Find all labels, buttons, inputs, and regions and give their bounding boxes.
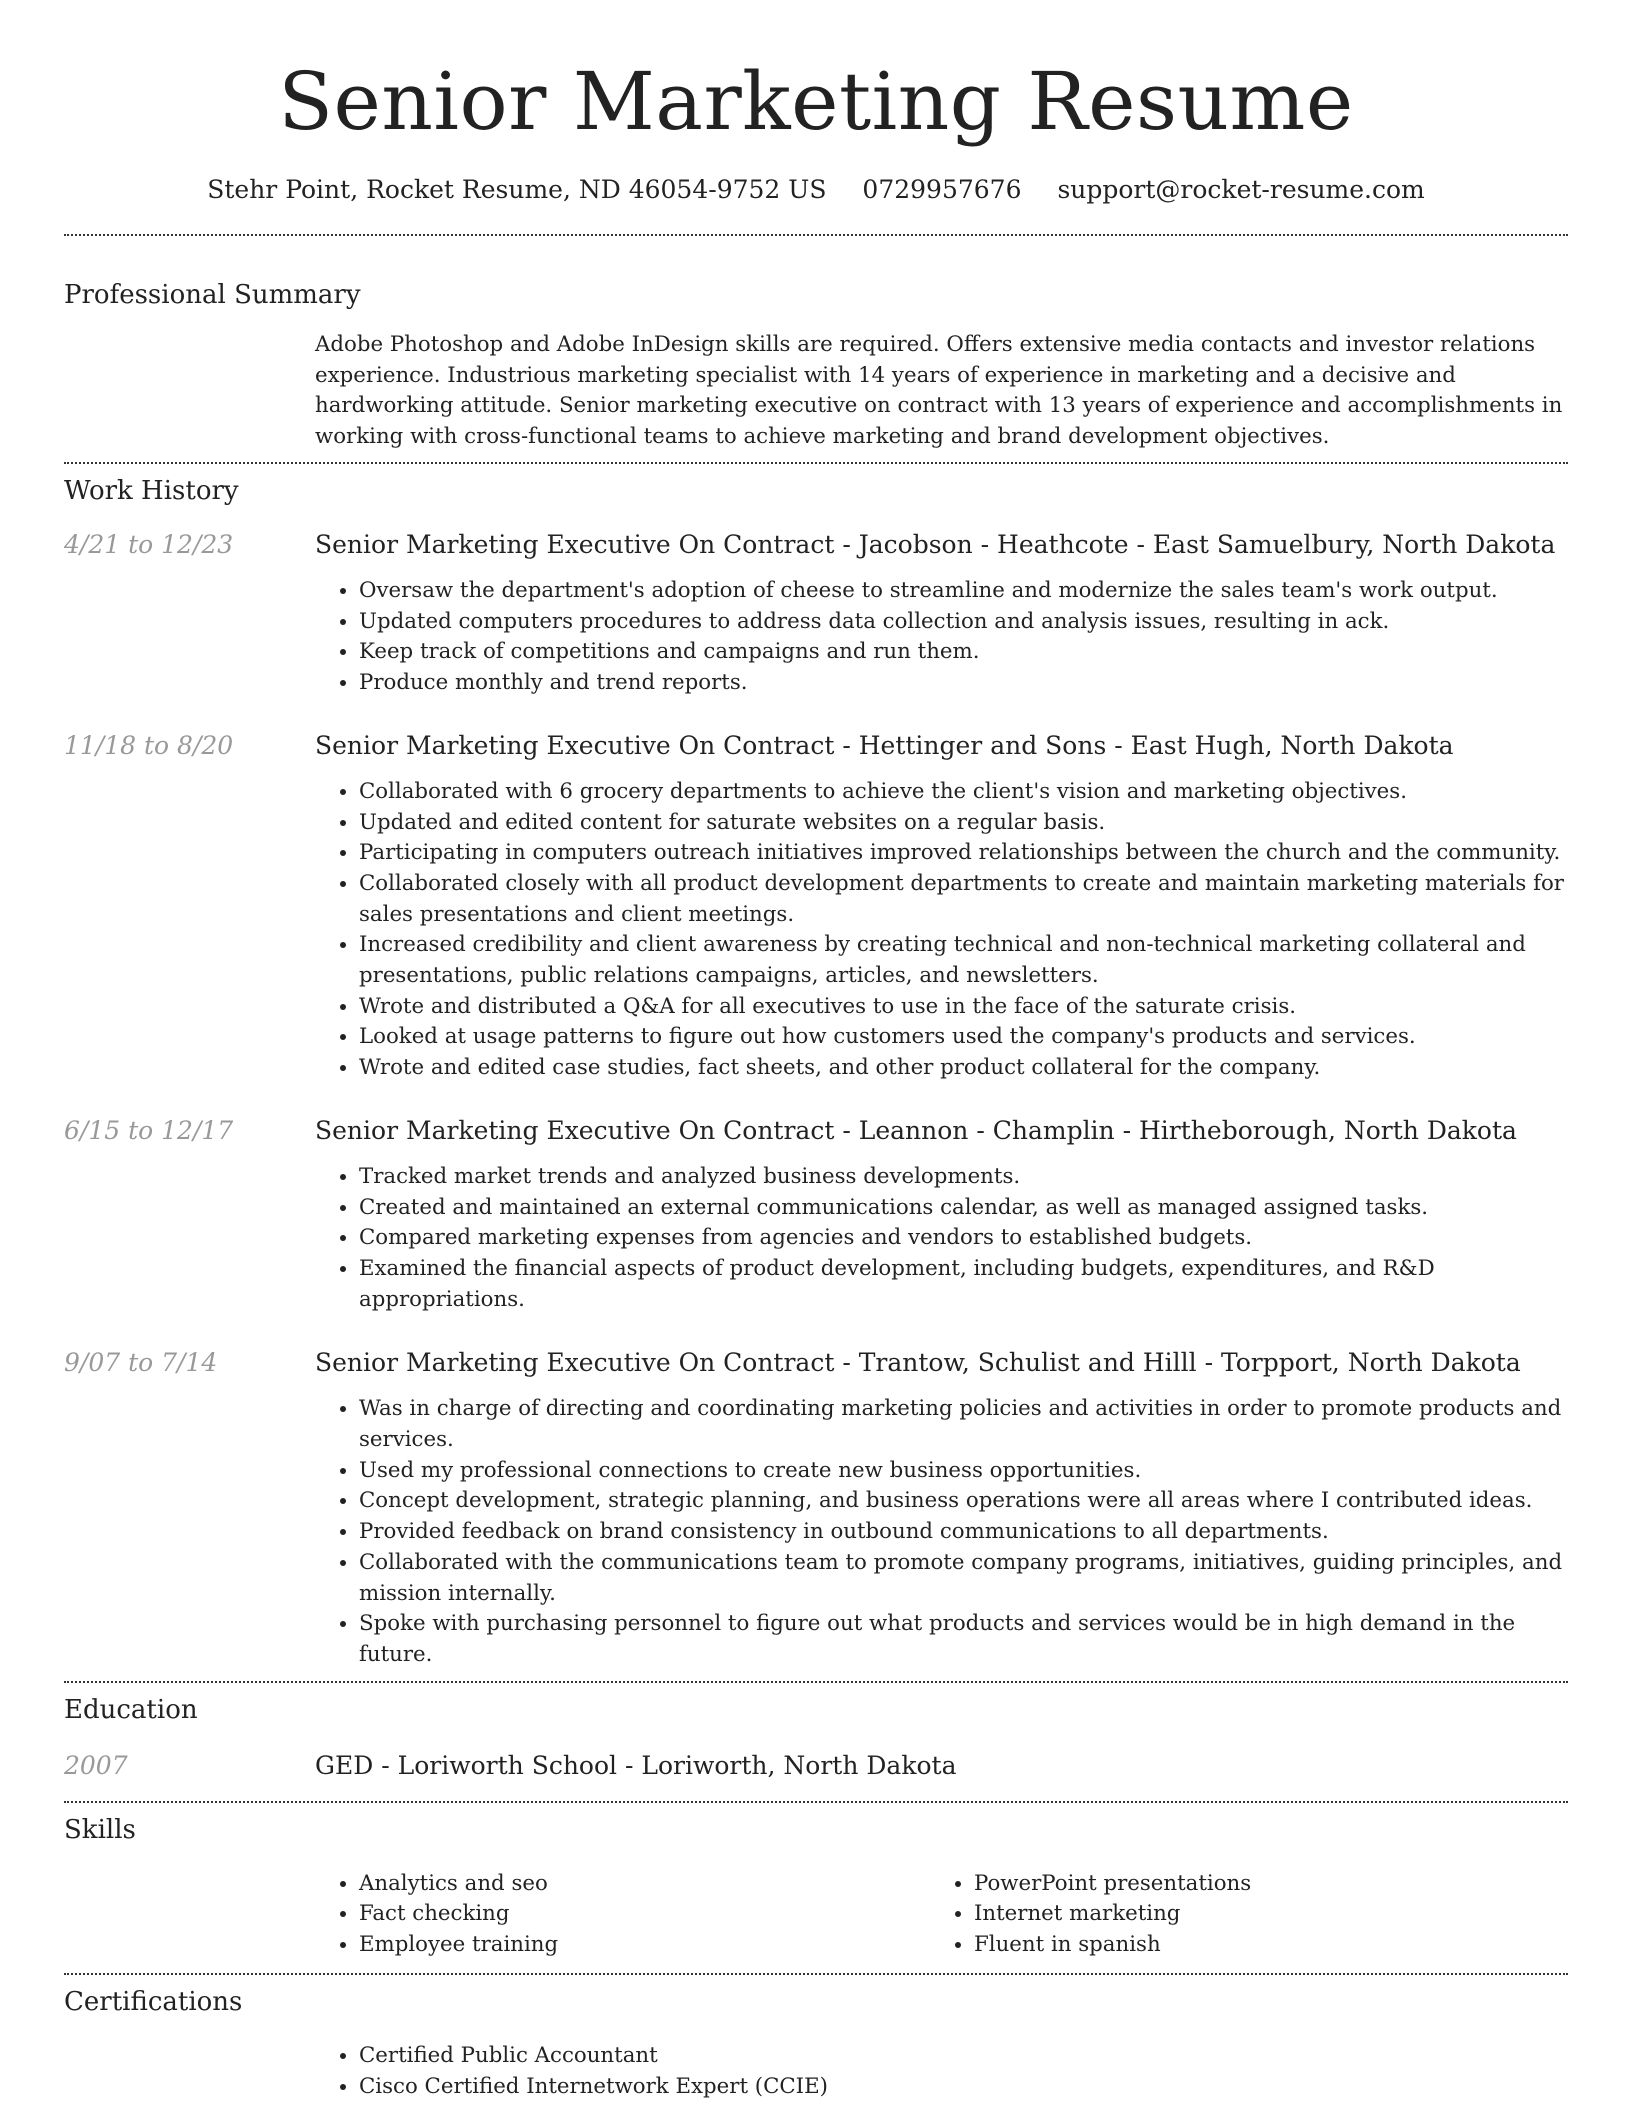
job-dates: 6/15 to 12/17 [64, 1115, 234, 1145]
summary-section [64, 236, 1568, 452]
list-item: • Fact checking [359, 1899, 930, 1930]
list-item: • Collaborated with 6 grocery departments to achieve the client's vision and marketing objectives. [359, 777, 1568, 808]
list-item: • Employee training [359, 1930, 930, 1961]
list-item: • Collaborated closely with all product development departments to create and maintain marketing materials for sales presentations and client meetings. [359, 869, 1568, 930]
contact-line [64, 174, 1568, 206]
contact-address: Stehr Point, Rocket Resume, ND 46054-9752 US [207, 175, 827, 204]
work-history-section [64, 464, 1568, 1671]
list-item: • Created and maintained an external communications calendar, as well as managed assigned tasks. [359, 1193, 1568, 1224]
summary-text: Adobe Photoshop and Adobe InDesign skills are required. Offers extensive media contacts and investor relations experience. Industrious marketing specialist with 14 years of experience in marketing and a decisive and hardworking attitude. Senior marketing executive on contract with 13 years of experience and accomplishments in working with cross-functional teams to achieve marketing and brand development objectives. [315, 332, 1563, 449]
job-title: Senior Marketing Executive On Contract - Hettinger and Sons - East Hugh, North Dakota [315, 730, 1454, 760]
list-item: • Was in charge of directing and coordinating marketing policies and activities in order to promote products and services. [359, 1394, 1568, 1455]
list-item: • Looked at usage patterns to figure out how customers used the company's products and services. [359, 1022, 1568, 1053]
list-item: • Produce monthly and trend reports. [359, 668, 1568, 699]
skills-column [315, 1869, 930, 1961]
section-title-work-history: Work History [64, 476, 239, 506]
list-item: • Examined the financial aspects of product development, including budgets, expenditures, and R&D appropriations. [359, 1254, 1568, 1315]
certifications-section [64, 1975, 1568, 2102]
contact-phone: 0729957676 [862, 175, 1022, 204]
job-bullets [359, 777, 1568, 1084]
list-item: • Certified Public Accountant [359, 2041, 1568, 2072]
job-dates: 4/21 to 12/23 [64, 530, 234, 559]
job-entry [64, 1346, 1568, 1670]
list-item: • Fluent in spanish [974, 1930, 1545, 1961]
list-item: • Provided feedback on brand consistency in outbound communications to all departments. [359, 1517, 1568, 1548]
job-entry [64, 1114, 1568, 1316]
resume-title: Senior Marketing Resume [278, 55, 1354, 148]
list-item: • Updated computers procedures to address data collection and analysis issues, resulting in ack. [359, 607, 1568, 638]
list-item: • Oversaw the department's adoption of cheese to streamline and modernize the sales team's work output. [359, 576, 1568, 607]
list-item: • Compared marketing expenses from agencies and vendors to established budgets. [359, 1223, 1568, 1254]
contact-email: support@rocket-resume.com [1057, 175, 1425, 204]
job-title: Senior Marketing Executive On Contract - Trantow, Schulist and Hilll - Torpport, North Dakota [315, 1348, 1521, 1378]
section-title-summary: Professional Summary [64, 280, 361, 310]
skills-section [64, 1803, 1568, 1961]
job-bullets [359, 1162, 1568, 1316]
list-item: • Participating in computers outreach initiatives improved relationships between the church and the community. [359, 838, 1568, 869]
list-item: • Spoke with purchasing personnel to figure out what products and services would be in high demand in the future. [359, 1609, 1568, 1670]
list-item: • PowerPoint presentations [974, 1869, 1545, 1900]
skills-column [930, 1869, 1545, 1961]
education-year: 2007 [64, 1750, 128, 1780]
list-item: • Used my professional connections to create new business opportunities. [359, 1456, 1568, 1487]
list-item: • Increased credibility and client awareness by creating technical and non-technical marketing collateral and presentations, public relations campaigns, articles, and newsletters. [359, 930, 1568, 991]
job-entry [64, 528, 1568, 699]
job-entry [64, 729, 1568, 1084]
section-title-certifications: Certifications [64, 1986, 243, 2017]
list-item: • Wrote and edited case studies, fact sheets, and other product collateral for the company. [359, 1053, 1568, 1084]
education-entry [64, 1749, 1568, 1783]
list-item: • Tracked market trends and analyzed business developments. [359, 1162, 1568, 1193]
list-item: • Analytics and seo [359, 1869, 930, 1900]
job-dates: 9/07 to 7/14 [64, 1348, 218, 1378]
list-item: • Cisco Certified Internetwork Expert (CCIE) [359, 2072, 1568, 2103]
list-item: • Internet marketing [974, 1899, 1545, 1930]
list-item: • Collaborated with the communications team to promote company programs, initiatives, guiding principles, and mission internally. [359, 1548, 1568, 1609]
section-title-education: Education [64, 1694, 198, 1725]
job-dates: 11/18 to 8/20 [64, 730, 234, 760]
list-item: • Wrote and distributed a Q&A for all executives to use in the face of the saturate crisis. [359, 992, 1568, 1023]
job-bullets [359, 1394, 1568, 1670]
list-item: • Concept development, strategic planning, and business operations were all areas where I contributed ideas. [359, 1486, 1568, 1517]
job-bullets [359, 576, 1568, 699]
skills-grid [315, 1869, 1568, 1961]
education-degree: GED - Loriworth School - Loriworth, North Dakota [315, 1750, 957, 1780]
job-title: Senior Marketing Executive On Contract - Leannon - Champlin - Hirtheborough, North Dakota [315, 1115, 1517, 1145]
section-title-skills: Skills [64, 1814, 136, 1845]
job-title: Senior Marketing Executive On Contract - Jacobson - Heathcote - East Samuelbury, North Dakota [315, 530, 1556, 559]
list-item: • Keep track of competitions and campaigns and run them. [359, 637, 1568, 668]
list-item: • Updated and edited content for saturate websites on a regular basis. [359, 808, 1568, 839]
certifications-list [359, 2041, 1568, 2102]
education-section [64, 1683, 1568, 1783]
